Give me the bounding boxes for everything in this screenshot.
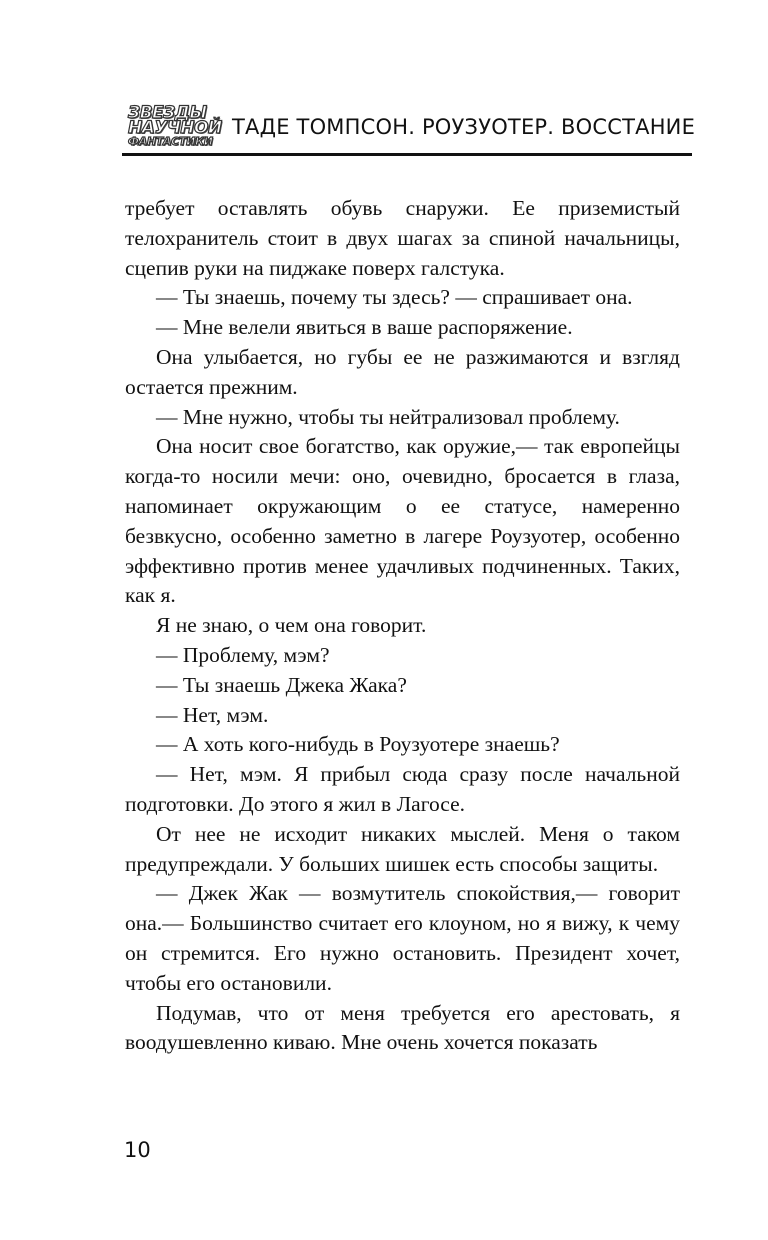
paragraph-7: Я не знаю, о чем она говорит. [156,613,427,638]
paragraph-9: — Ты знаешь Джека Жака? [156,672,407,697]
series-logo-line-3: ФАНТАСТИКИ [128,135,213,148]
paragraph-8: — Проблему, мэм? [156,642,330,667]
body-text [125,194,680,1058]
header-rule [122,153,692,156]
series-logo-line-1: ЗВЕЗДЫ [128,103,207,123]
page-number: 10 [124,1138,151,1162]
paragraph-1: требует оставлять обувь снаружи. Ее приземистый телохранитель стоит в двух шагах за спиной начальницы, сцепив руки на пиджаке поверх галстука. [125,196,680,280]
running-header [122,103,696,155]
paragraph-10: — Нет, мэм. [156,702,269,727]
paragraph-5: — Мне нужно, чтобы ты нейтрализовал проблему. [156,404,620,429]
paragraph-13: От нее не исходит никаких мыслей. Меня о таком предупреждали. У больших шишек есть способы защиты. [125,821,680,876]
series-logo-line-2: НАУЧНОЙ [128,118,222,138]
paragraph-3: — Мне велели явиться в ваше распоряжение. [156,315,573,340]
running-title: ТАДЕ ТОМПСОН. РОУЗУОТЕР. ВОССТАНИЕ [232,115,696,139]
paragraph-6: Она носит свое богатство, как оружие,— так европейцы когда-то носили мечи: оно, очевидно, бросается в глаза, напоминает окружающим о ее статусе, намеренно безвкусно, особенно заметно в лагере Роузуотер, особенно эффективно против менее удачливых подчиненных. Таких, как я. [125,434,680,608]
paragraph-4: Она улыбается, но губы ее не разжимаются и взгляд остается прежним. [125,344,680,399]
paragraph-11: — А хоть кого-нибудь в Роузуотере знаешь? [156,732,560,757]
paragraph-15: Подумав, что от меня требуется его арестовать, я воодушевленно киваю. Мне очень хочется показать [125,1000,680,1055]
paragraph-14: — Джек Жак — возмутитель спокойствия,— говорит она.— Большинство считает его клоуном, но я вижу, к чему он стремится. Его нужно остановить. Президент хочет, чтобы его остановили. [125,881,680,995]
series-logo [128,103,222,151]
paragraph-2: — Ты знаешь, почему ты здесь? — спрашивает она. [156,285,633,310]
paragraph-12: — Нет, мэм. Я прибыл сюда сразу после начальной подготовки. До этого я жил в Лагосе. [125,762,680,816]
